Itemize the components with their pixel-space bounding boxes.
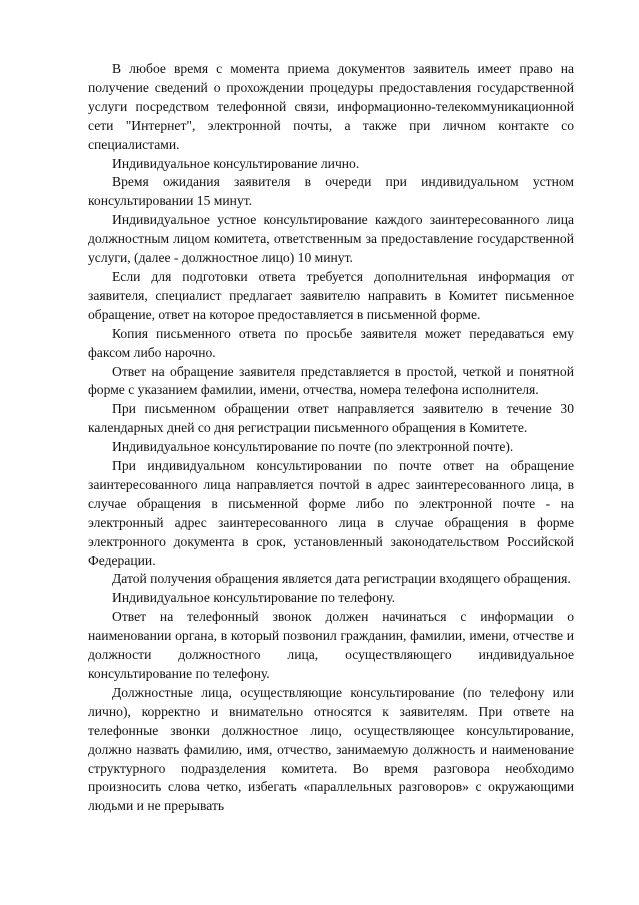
paragraph: Датой получения обращения является дата регистрации входящего обращения. — [112, 571, 571, 587]
paragraph: Индивидуальное консультирование лично. — [112, 155, 360, 171]
paragraph: Ответ на обращение заявителя представляется в простой, четкой и понятной форме с указанием фамилии, имени, отчества, номера телефона исполнителя. — [88, 363, 574, 398]
document-page — [88, 60, 574, 816]
paragraph: Индивидуальное консультирование по телефону. — [112, 590, 396, 606]
paragraph: При индивидуальном консультировании по почте ответ на обращение заинтересованного лица направляется почтой в адрес заинтересованного лица, в случае обращения в письменной форме либо по электронной почте - на электронный адрес заинтересованного лица в случае обращения в форме электронного документа в срок, установленный законодательством Российской Федерации. — [88, 458, 574, 568]
paragraph: Копия письменного ответа по просьбе заявителя может передаваться ему факсом либо нарочно. — [88, 325, 574, 360]
paragraph: Должностные лица, осуществляющие консультирование (по телефону или лично), корректно и внимательно относятся к заявителям. При ответе на телефонные звонки должностное лицо, осуществляющее консультирование, должно назвать фамилию, имя, отчество, занимаемую должность и наименование структурного подразделения комитета. Во время разговора необходимо произносить слова четко, избегать «параллельных разговоров» с окружающими людьми и не прерывать — [88, 684, 574, 814]
paragraph: В любое время с момента приема документов заявитель имеет право на получение сведений о прохождении процедуры предоставления государственной услуги посредством телефонной связи, информационно-телекоммуникационной сети "Интернет", электронной почты, а также при личном контакте со специалистами. — [88, 61, 574, 152]
paragraph: Если для подготовки ответа требуется дополнительная информация от заявителя, специалист предлагает заявителю направить в Комитет письменное обращение, ответ на которое предоставляется в письменной форме. — [88, 268, 574, 322]
paragraph: Индивидуальное консультирование по почте (по электронной почте). — [112, 439, 514, 455]
paragraph: При письменном обращении ответ направляется заявителю в течение 30 календарных дней со дня регистрации письменного обращения в Комитете. — [88, 401, 574, 436]
paragraph: Индивидуальное устное консультирование каждого заинтересованного лица должностным лицом комитета, ответственным за предоставление государственной услуги, (далее - должностное лицо) 10 минут. — [88, 212, 574, 266]
paragraph: Ответ на телефонный звонок должен начинаться с информации о наименовании органа, в который позвонил гражданин, фамилии, имени, отчестве и должности должностного лица, осуществляющего индивидуальное консультирование по телефону. — [88, 609, 574, 681]
paragraph: Время ожидания заявителя в очереди при индивидуальном устном консультировании 15 минут. — [88, 174, 574, 209]
